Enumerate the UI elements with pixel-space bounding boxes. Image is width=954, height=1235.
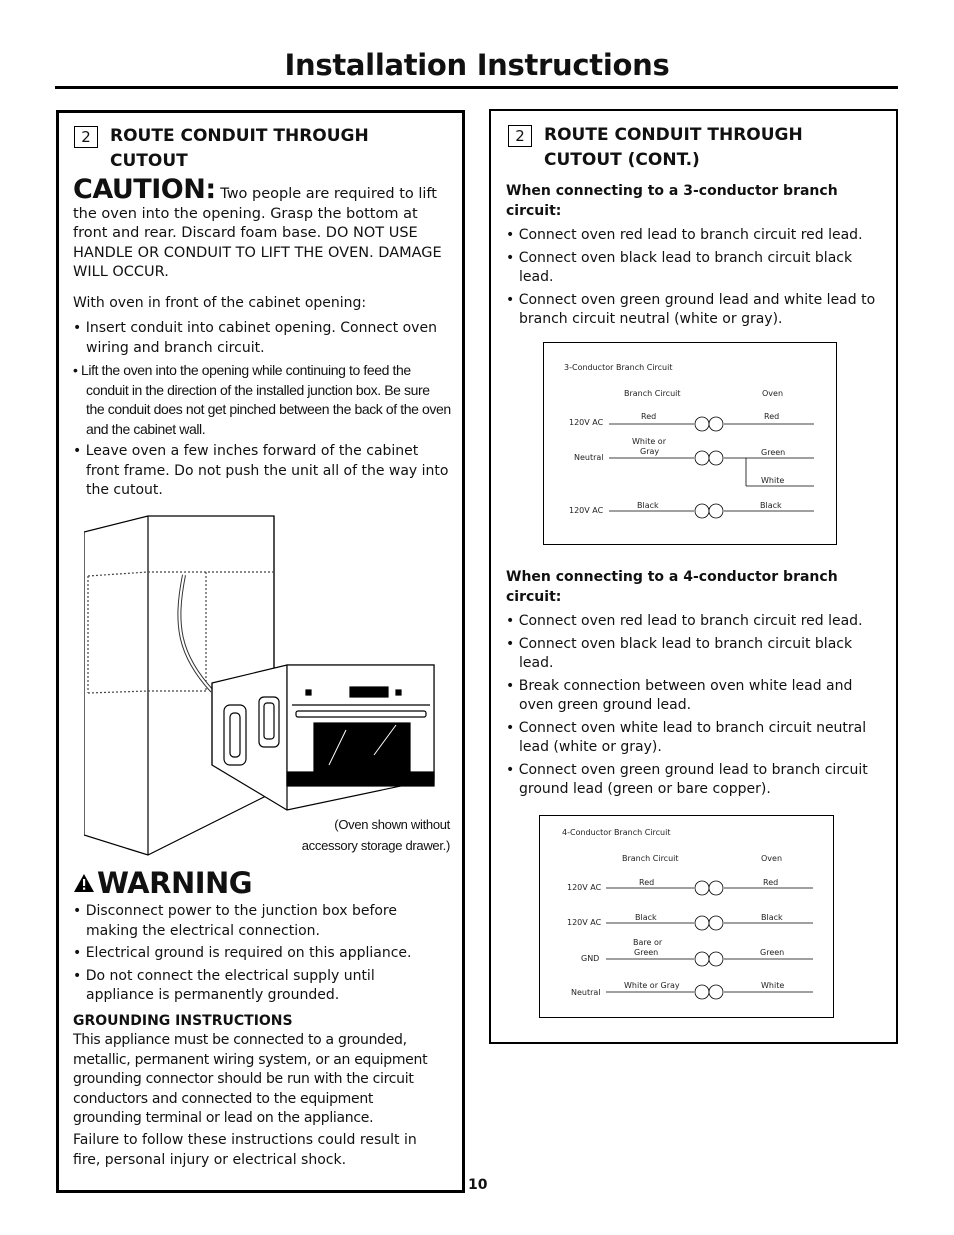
caution-text: Two people are required to lift the oven into the opening. Grasp the bottom at front and rear. Discard foam base. DO NOT USE HANDLE OR CONDUIT TO LIFT THE OVEN. DAMAGE WILL OCCUR. bbox=[73, 186, 442, 280]
row-label: 120V AC bbox=[569, 418, 604, 427]
row-label: Neutral bbox=[571, 988, 601, 997]
step-title-line: CUTOUT (CONT.) bbox=[544, 150, 700, 170]
page-number: 10 bbox=[468, 1177, 488, 1193]
wire-label: Red bbox=[764, 412, 780, 421]
step-title bbox=[110, 124, 369, 174]
step-number-badge: 2 bbox=[74, 126, 98, 148]
right-step-heading bbox=[508, 123, 803, 173]
page-title: Installation Instructions bbox=[284, 48, 670, 82]
wire-label: Green bbox=[761, 448, 786, 457]
list-item: • Connect oven black lead to branch circuit black lead. bbox=[506, 249, 853, 285]
step-title-line: CUTOUT bbox=[110, 151, 188, 171]
list-item: • Connect oven black lead to branch circuit black lead. bbox=[506, 635, 853, 671]
four-conductor-wiring-diagram bbox=[539, 815, 834, 1018]
list-item: • Do not connect the electrical supply until appliance is permanently grounded. bbox=[73, 967, 375, 1003]
caution-block bbox=[73, 174, 451, 283]
diagram-title: 4-Conductor Branch Circuit bbox=[562, 828, 671, 837]
left-step-heading bbox=[74, 124, 369, 174]
wire-label: Red bbox=[639, 878, 655, 887]
four-conductor-heading: When connecting to a 4-conductor branch circuit: bbox=[506, 569, 838, 605]
list-item: • Break connection between oven white lead and oven green ground lead. bbox=[506, 677, 853, 713]
wire-label: Black bbox=[760, 501, 782, 510]
column-label-oven: Oven bbox=[761, 854, 783, 863]
row-label: 120V AC bbox=[567, 918, 602, 927]
list-item: • Leave oven a few inches forward of the cabinet front frame. Do not push the unit all of the way into the cutout. bbox=[73, 443, 449, 498]
column-label-branch: Branch Circuit bbox=[622, 854, 679, 863]
image-caption bbox=[270, 814, 450, 856]
wire-label: Black bbox=[761, 913, 783, 922]
caption-line: accessory storage drawer.) bbox=[301, 838, 450, 853]
wire-label: Black bbox=[637, 501, 659, 510]
list-item: • Lift the oven into the opening while continuing to feed the conduit in the direction of the installed junction box. Be sure the conduit does not get pinched between the back of the oven and the cabinet wall. bbox=[73, 362, 451, 437]
list-item: • Electrical ground is required on this appliance. bbox=[73, 945, 412, 961]
warning-bullet-list bbox=[73, 902, 443, 1009]
title-rule bbox=[55, 86, 898, 89]
three-conductor-heading: When connecting to a 3-conductor branch circuit: bbox=[506, 183, 838, 219]
wire-label: White or bbox=[632, 437, 666, 446]
wire-label: Green bbox=[760, 948, 785, 957]
wire-label: Green bbox=[634, 948, 659, 957]
wire-label: White bbox=[761, 476, 785, 485]
list-item: • Connect oven red lead to branch circuit red lead. bbox=[506, 613, 863, 629]
step-title bbox=[544, 123, 803, 173]
wire-label: Gray bbox=[640, 447, 660, 456]
wire-label: Red bbox=[641, 412, 657, 421]
wire-label: Black bbox=[635, 913, 657, 922]
warning-triangle-icon bbox=[73, 873, 95, 893]
wire-label: Bare or bbox=[633, 938, 663, 947]
left-bullet-list bbox=[73, 319, 451, 504]
warning-heading bbox=[73, 866, 252, 900]
list-item: • Connect oven green ground lead and white lead to branch circuit neutral (white or gray). bbox=[506, 291, 876, 327]
step-title-line: ROUTE CONDUIT THROUGH bbox=[544, 125, 803, 145]
diagram-title: 3-Conductor Branch Circuit bbox=[564, 363, 673, 372]
wire-label: White bbox=[761, 981, 785, 990]
three-conductor-list bbox=[506, 226, 886, 333]
row-label: 120V AC bbox=[569, 506, 604, 515]
failure-text: Failure to follow these instructions could result in fire, personal injury or electrical shock. bbox=[73, 1132, 417, 1168]
row-label: Neutral bbox=[574, 453, 604, 462]
list-item: • Insert conduit into cabinet opening. Connect oven wiring and branch circuit. bbox=[73, 320, 437, 356]
row-label: 120V AC bbox=[567, 883, 602, 892]
column-label-branch: Branch Circuit bbox=[624, 389, 681, 398]
four-conductor-list bbox=[506, 612, 886, 803]
oven-installation-illustration bbox=[84, 515, 444, 857]
step-number-badge: 2 bbox=[508, 125, 532, 147]
wire-label: White or Gray bbox=[624, 981, 680, 990]
intro-text: With oven in front of the cabinet opening: bbox=[73, 295, 367, 311]
warning-label: WARNING bbox=[97, 866, 253, 900]
list-item: • Disconnect power to the junction box before making the electrical connection. bbox=[73, 903, 397, 939]
list-item: • Connect oven white lead to branch circuit neutral lead (white or gray). bbox=[506, 719, 867, 755]
three-conductor-wiring-diagram bbox=[543, 342, 837, 545]
grounding-heading: GROUNDING INSTRUCTIONS bbox=[73, 1013, 293, 1029]
list-item: • Connect oven red lead to branch circuit red lead. bbox=[506, 227, 863, 243]
list-item: • Connect oven green ground lead to branch circuit ground lead (green or bare copper). bbox=[506, 761, 868, 797]
caution-label: CAUTION: bbox=[73, 174, 216, 205]
step-title-line: ROUTE CONDUIT THROUGH bbox=[110, 126, 369, 146]
grounding-text: This appliance must be connected to a grounded, metallic, permanent wiring system, or an equipment grounding connector should be run with the circuit conductors and connected to the equipment grounding terminal or lead on the appliance. bbox=[73, 1032, 428, 1126]
column-label-oven: Oven bbox=[762, 389, 784, 398]
row-label: GND bbox=[581, 954, 600, 963]
caption-line: (Oven shown without bbox=[334, 817, 450, 832]
wire-label: Red bbox=[763, 878, 779, 887]
